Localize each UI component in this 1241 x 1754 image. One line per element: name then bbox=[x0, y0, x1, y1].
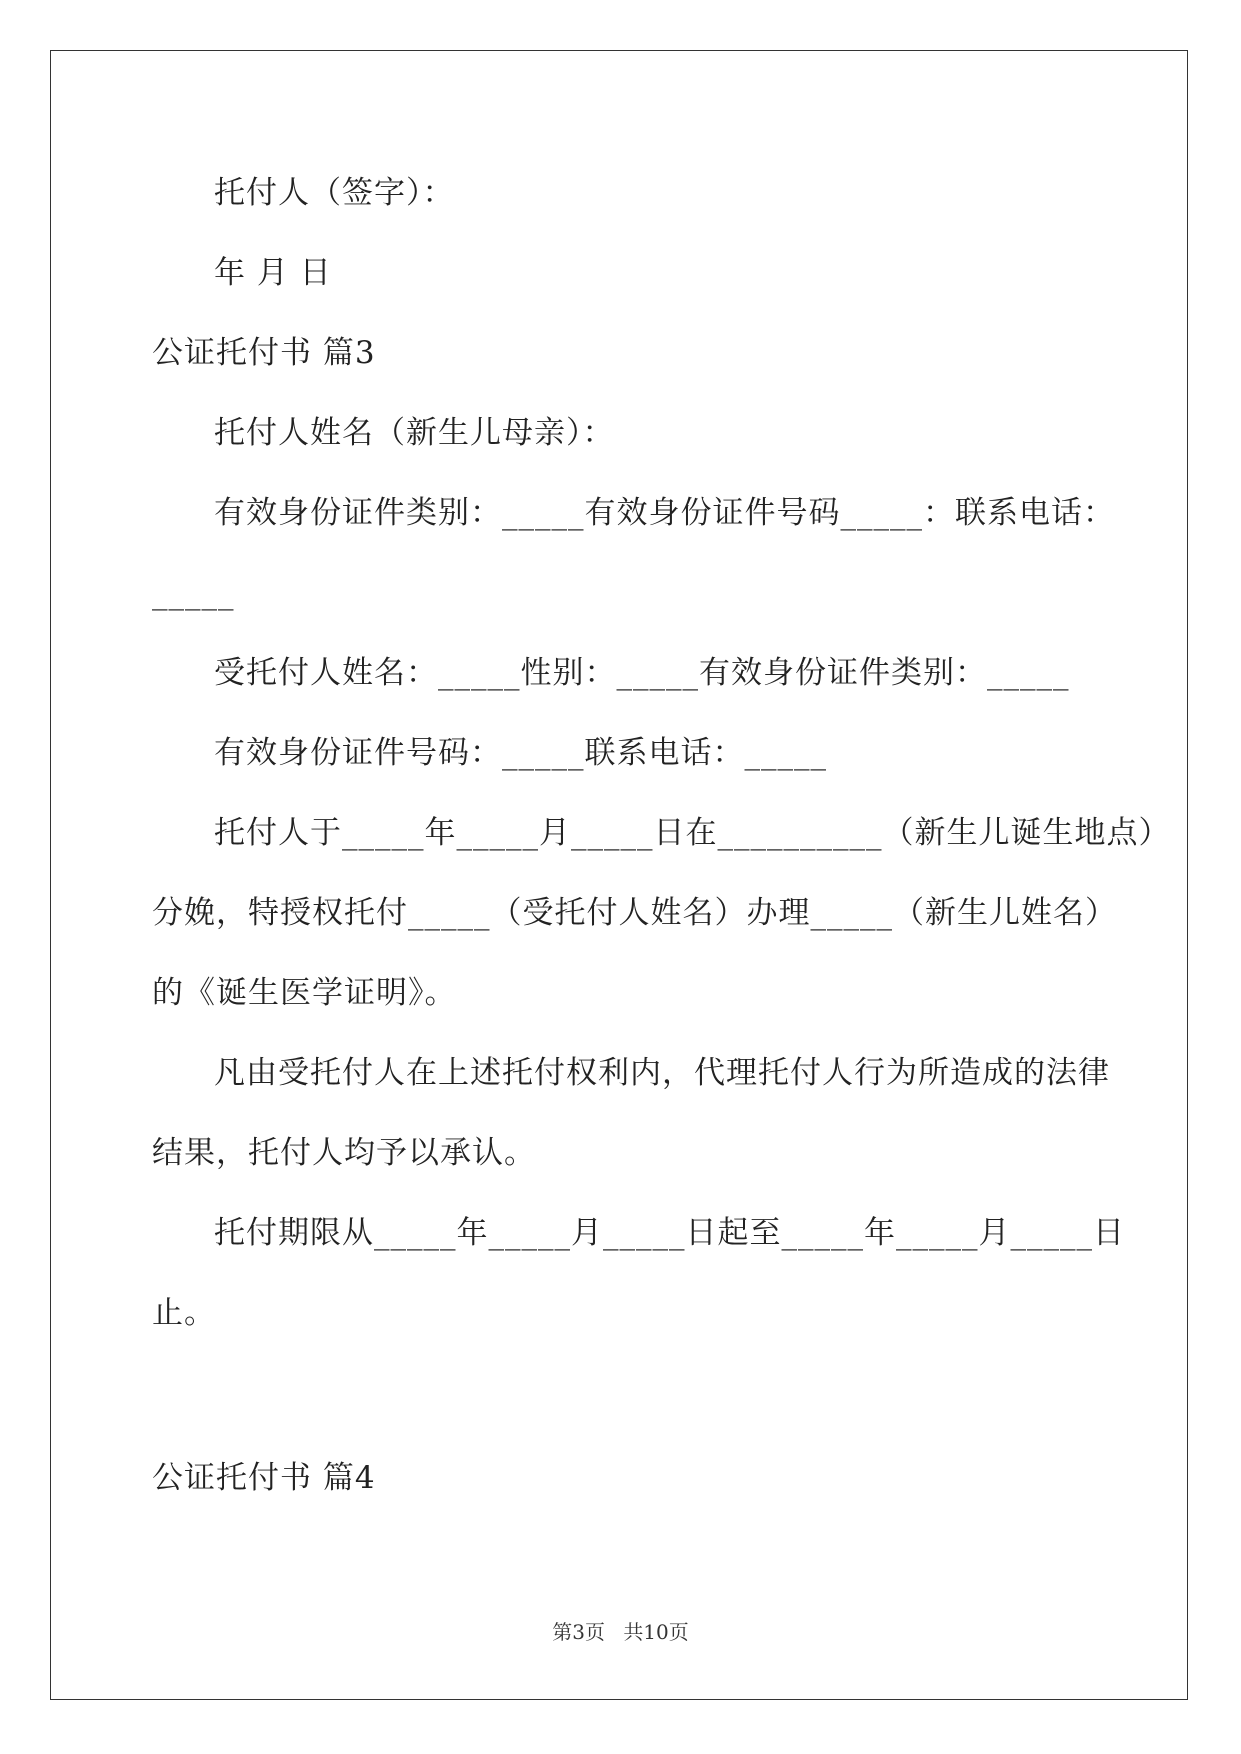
section-heading-3: 公证托付书 篇3 bbox=[152, 335, 376, 371]
page-border bbox=[50, 50, 1188, 1700]
body-line: 受托付人姓名：_____性别：_____有效身份证件类别：_____ bbox=[214, 655, 1070, 691]
body-line: 分娩，特授权托付_____（受托付人姓名）办理_____（新生儿姓名） bbox=[152, 895, 1117, 931]
body-line: 止。 bbox=[152, 1295, 216, 1331]
body-line: 有效身份证件号码：_____联系电话：_____ bbox=[214, 735, 827, 771]
body-line: 的《诞生医学证明》。 bbox=[152, 975, 457, 1011]
page-number: 第3页 bbox=[552, 1620, 605, 1644]
page-total: 共10页 bbox=[623, 1620, 689, 1644]
body-line: 托付期限从_____年_____月_____日起至_____年_____月_____日 bbox=[214, 1215, 1125, 1251]
body-line: 有效身份证件类别：_____有效身份证件号码_____：联系电话： bbox=[214, 495, 1115, 531]
body-line: _____ bbox=[152, 575, 235, 611]
signature-line: 托付人（签字）： bbox=[214, 175, 455, 211]
page-footer bbox=[0, 1616, 1241, 1645]
body-line: 托付人姓名（新生儿母亲）： bbox=[214, 415, 615, 451]
section-heading-4: 公证托付书 篇4 bbox=[152, 1460, 376, 1496]
body-line: 结果，托付人均予以承认。 bbox=[152, 1135, 536, 1171]
body-line: 托付人于_____年_____月_____日在__________（新生儿诞生地点） bbox=[214, 815, 1171, 851]
body-line: 凡由受托付人在上述托付权利内，代理托付人行为所造成的法律 bbox=[214, 1055, 1110, 1091]
date-line: 年 月 日 bbox=[214, 255, 332, 291]
